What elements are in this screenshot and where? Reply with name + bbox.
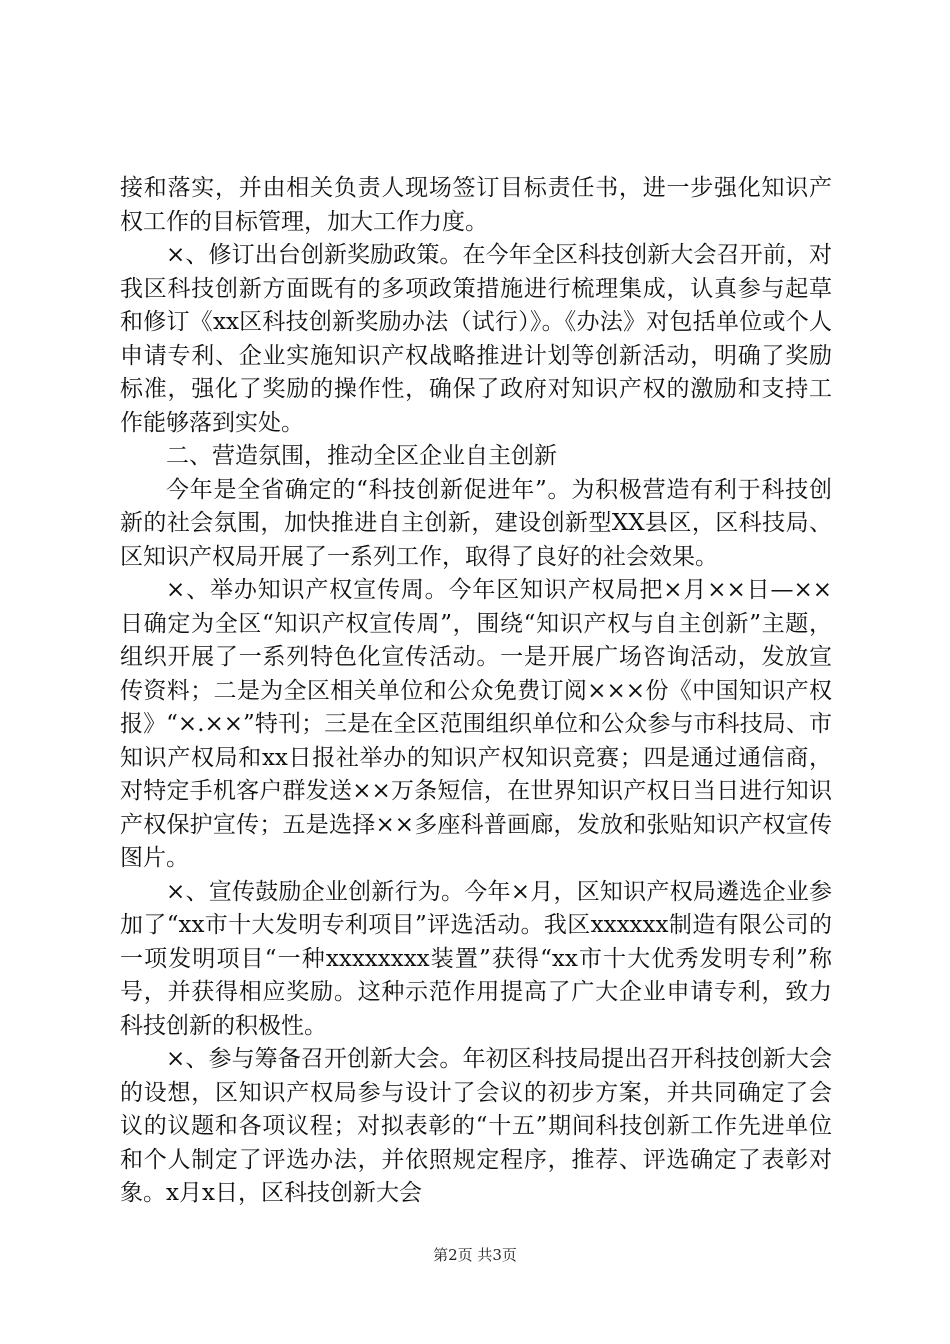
section-heading: 二、营造氛围，推动全区企业自主创新: [166, 443, 557, 469]
paragraph-4: ×、举办知识产权宣传周。今年区知识产权局把×月××日—××日确定为全区“知识产权宣传周”，围绕“知识产权与自主创新”主题，组织开展了一系列特色化宣传活动。一是开展广场咨询活动，发放宣传资料；二是为全区相关单位和公众免费订阅×××份《中国知识产权报》“×.××”特刊；三是在全区范围组织单位和公众参与市科技局、市知识产权局和xx日报社举办的知识产权知识竞赛；四是通过通信商，对特定手机客户群发送××万条短信，在世界知识产权日当日进行知识产权保护宣传；五是选择××多座科普画廊，发放和张贴知识产权宣传图片。: [120, 577, 832, 871]
paragraph-1: 接和落实，并由相关负责人现场签订目标责任书，进一步强化知识产权工作的目标管理，加大工作力度。: [120, 175, 832, 235]
paragraph-5: ×、宣传鼓励企业创新行为。今年×月，区知识产权局遴选企业参加了“xx市十大发明专利项目”评选活动。我区xxxxxx制造有限公司的一项发明项目“一种xxxxxxxx装置”获得“xx市十大优秀发明专利”称号，并获得相应奖励。这种示范作用提高了广大企业申请专利，致力科技创新的积极性。: [120, 878, 832, 1039]
page-footer: 第2页 共3页: [433, 1246, 517, 1264]
document-body: [120, 172, 832, 1211]
paragraph-3: 今年是全省确定的“科技创新促进年”。为积极营造有利于科技创新的社会氛围，加快推进自主创新，建设创新型XX县区，区科技局、区知识产权局开展了一系列工作，取得了良好的社会效果。: [120, 476, 832, 570]
paragraph-2: ×、修订出台创新奖励政策。在今年全区科技创新大会召开前，对我区科技创新方面既有的多项政策措施进行梳理集成，认真参与起草和修订《xx区科技创新奖励办法（试行）》。《办法》对包括单位或个人申请专利、企业实施知识产权战略推进计划等创新活动，明确了奖励标准，强化了奖励的操作性，确保了政府对知识产权的激励和支持工作能够落到实处。: [120, 242, 832, 436]
paragraph-6: ×、参与筹备召开创新大会。年初区科技局提出召开科技创新大会的设想，区知识产权局参与设计了会议的初步方案，并共同确定了会议的议题和各项议程；对拟表彰的“十五”期间科技创新工作先进单位和个人制定了评选办法，并依照规定程序，推荐、评选确定了表彰对象。x月x日，区科技创新大会: [120, 1046, 832, 1206]
